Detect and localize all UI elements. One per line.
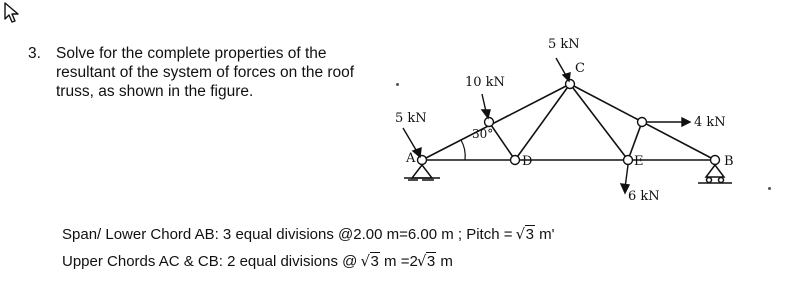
- problem-text: Solve for the complete properties of the resultant of the system of forces on the roof truss, as shown in the figure.: [56, 45, 355, 100]
- upper-chord-note-unit: m: [436, 253, 453, 270]
- label-node-e: E: [634, 154, 644, 169]
- label-node-b: B: [724, 154, 734, 169]
- label-load-10kn: 10 kN: [465, 75, 505, 90]
- sqrt-symbol: [418, 252, 436, 272]
- label-load-c: 5 kN: [548, 37, 580, 52]
- upper-chord-ac: [422, 84, 570, 160]
- span-note-text: Span/ Lower Chord AB: 3 equal divisions @2.00 m=6.00 m ; Pitch =: [62, 226, 517, 243]
- sqrt-value: 3: [370, 253, 379, 270]
- label-node-d: D: [522, 154, 533, 169]
- load-arrows: [403, 58, 690, 193]
- joint-c: [566, 80, 575, 89]
- sqrt-value: 3: [525, 226, 534, 243]
- web-member-3: [570, 84, 628, 160]
- truss-figure: [360, 28, 800, 218]
- label-load-e: 6 kN: [628, 189, 660, 204]
- angle-arc: [461, 140, 465, 160]
- upper-chord-note-mid: m =2: [379, 253, 418, 270]
- label-load-a: 5 kN: [395, 111, 427, 126]
- support-a: [404, 165, 440, 180]
- problem-statement: [28, 44, 378, 101]
- joint-e: [624, 156, 633, 165]
- upper-chord-note: [62, 252, 453, 272]
- joint-upper-right: [638, 118, 647, 127]
- label-node-a: A: [406, 151, 416, 166]
- joint-b: [711, 156, 720, 165]
- problem-number: 3.: [28, 45, 41, 62]
- upper-chord-note-text: Upper Chords AC & CB: 2 equal divisions @: [62, 253, 362, 270]
- scan-dot: [768, 187, 771, 190]
- sqrt-symbol: [517, 225, 535, 245]
- label-load-4kn: 4 kN: [694, 115, 726, 130]
- label-node-c: C: [575, 61, 585, 76]
- sqrt-symbol: [362, 252, 380, 272]
- span-note-unit: m': [535, 226, 555, 243]
- span-note: [62, 225, 555, 245]
- sqrt-value: 3: [426, 253, 436, 270]
- arrow-load-4kn-head: [682, 118, 690, 126]
- scan-dot: [396, 83, 399, 86]
- mouse-cursor-icon: [2, 2, 22, 24]
- joint-upper-left: [485, 118, 494, 127]
- web-member-2: [515, 84, 570, 160]
- arrow-load-10kn-head: [482, 110, 490, 118]
- label-angle: 30°: [472, 127, 494, 141]
- arrow-load-c-head: [563, 73, 570, 81]
- joint-d: [511, 156, 520, 165]
